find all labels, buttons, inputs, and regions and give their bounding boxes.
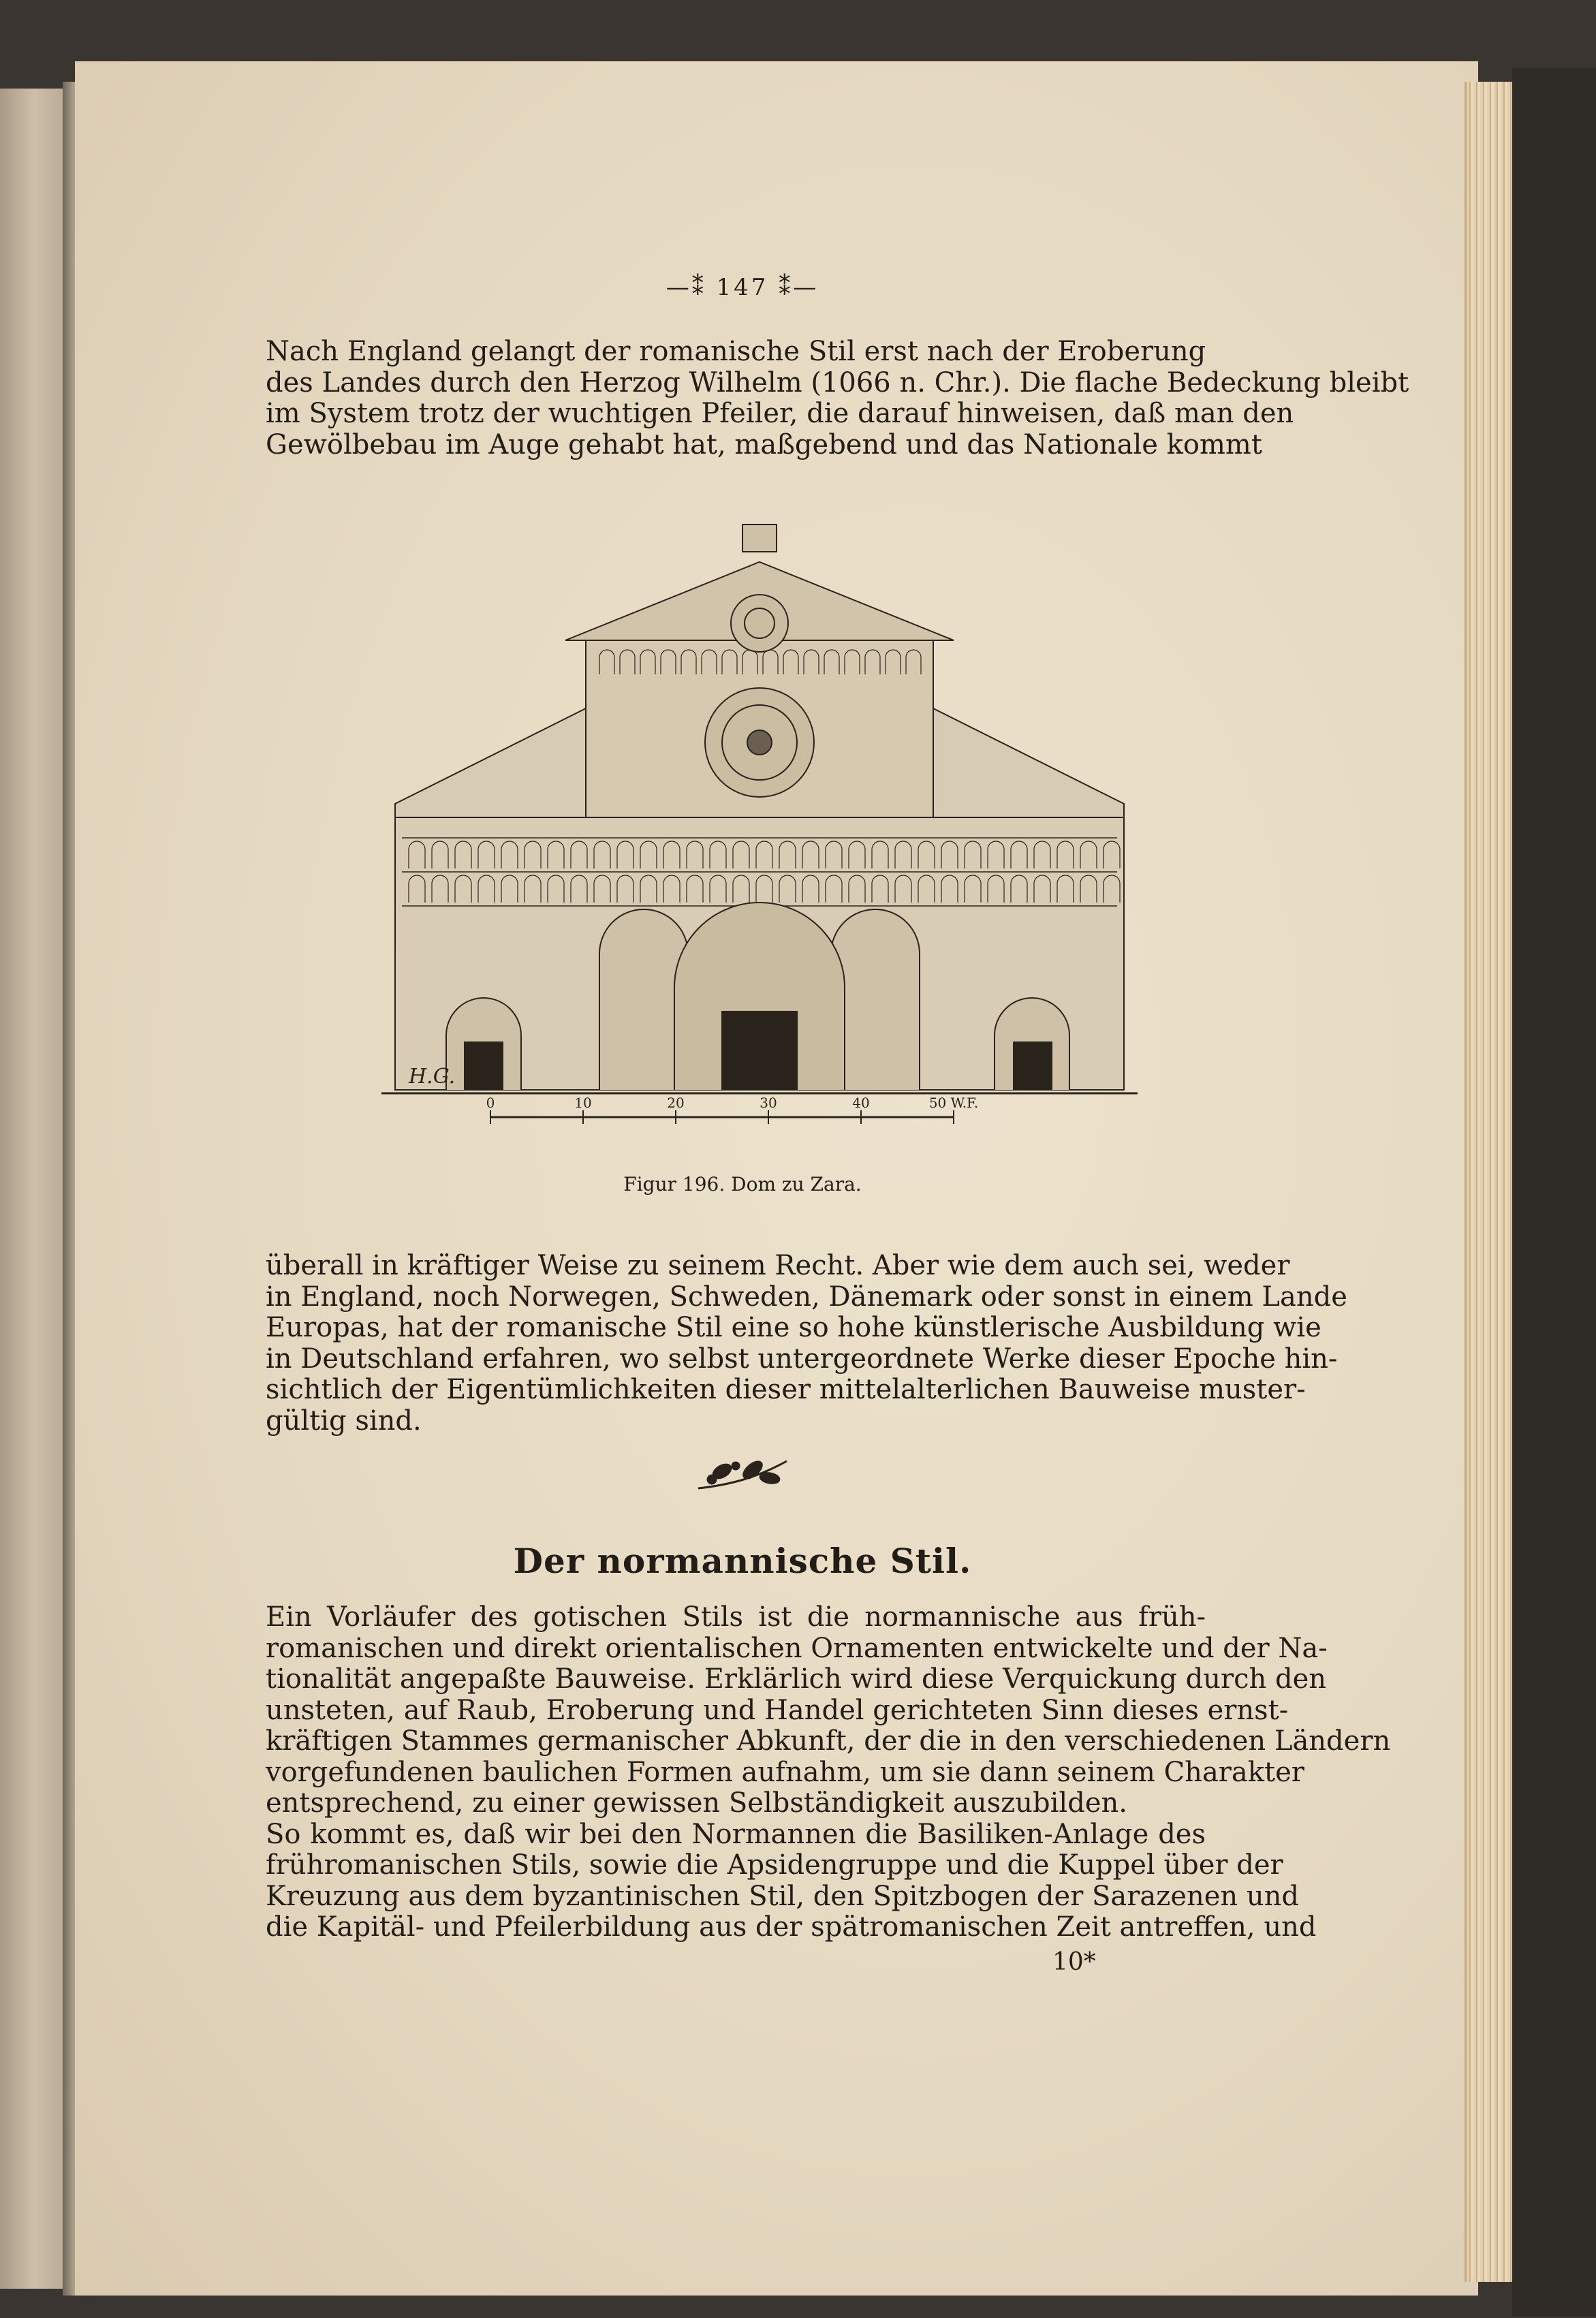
scale-label: 20 [667,1095,685,1111]
text-line: unsteten, auf Raub, Eroberung und Handel gerichteten Sinn dieses ernst- [266,1694,1289,1726]
text-line: des Landes durch den Herzog Wilhelm (1066 n. Chr.). Die flache Bedeckung bleibt [266,366,1409,398]
scale-label: 40 [852,1095,870,1111]
text-line: romanischen und direkt orientalischen Ornamenten entwickelte und der Na- [266,1632,1328,1664]
paragraph-3 [266,1601,1391,1943]
text-line: tionalität angepaßte Bauweise. Erklärlich wird diese Verquickung durch den [266,1663,1327,1695]
text-line: Gewölbebau im Auge gehabt hat, maßgebend und das Nationale kommt [266,428,1262,460]
paragraph-1 [266,336,1409,460]
signature-mark: 10* [1052,1948,1096,1976]
left-page-edge [0,89,68,2289]
text-line: entsprechend, zu einer gewissen Selbständigkeit auszubilden. [266,1787,1127,1819]
scale-label: 10 [574,1095,592,1111]
text-line: in England, noch Norwegen, Schweden, Dänemark oder sonst in einem Lande [266,1281,1347,1313]
paragraph-2 [266,1250,1347,1437]
text-line: Ein Vorläufer des gotischen Stils ist die normannische aus früh- [266,1601,1206,1633]
text-line: überall in kräftiger Weise zu seinem Recht. Aber wie dem auch sei, weder [266,1250,1290,1281]
text-line: im System trotz der wuchtigen Pfeiler, die darauf hinweisen, daß man den [266,398,1294,429]
text-line: frühromanischen Stils, sowie die Apsidengruppe und die Kuppel über der [266,1849,1283,1881]
page-header: —⁑ 147 ⁑— [666,274,819,301]
text-line: Nach England gelangt der romanische Stil erst nach der Eroberung [266,336,1206,367]
scale-label: 30 [760,1095,777,1111]
text-line: kräftigen Stammes germanischer Abkunft, der die in den verschiedenen Ländern [266,1725,1391,1757]
scale-label: 50 W.F. [928,1095,979,1111]
scale-label: 0 [486,1095,495,1111]
text-line: die Kapitäl- und Pfeilerbildung aus der spätromanischen Zeit antreffen, und [266,1911,1317,1943]
text-line: gültig sind. [266,1405,422,1437]
text-line: vorgefundenen baulichen Formen aufnahm, um sie dann seinem Charakter [266,1756,1304,1788]
text-line: So kommt es, daß wir bei den Normannen die Basiliken-Anlage des [266,1818,1206,1850]
artist-mark: H.G. [409,1065,456,1088]
figure-caption: Figur 196. Dom zu Zara. [623,1173,862,1195]
book-binding [1512,68,1596,2316]
text-line: in Deutschland erfahren, wo selbst untergeordnete Werke dieser Epoche hin- [266,1343,1338,1375]
floral-ornament-icon [688,1451,797,1499]
text-line: Kreuzung aus dem byzantinischen Stil, den Spitzbogen der Sarazenen und [266,1880,1300,1912]
cathedral-illustration [381,518,1138,1172]
text-line: Europas, hat der romanische Stil eine so hohe künstlerische Ausbildung wie [266,1312,1321,1343]
text-line: sichtlich der Eigentümlichkeiten dieser mittelalterlichen Bauweise muster- [266,1374,1306,1405]
page-edges [1465,82,1514,2282]
section-title: Der normannische Stil. [513,1541,972,1581]
